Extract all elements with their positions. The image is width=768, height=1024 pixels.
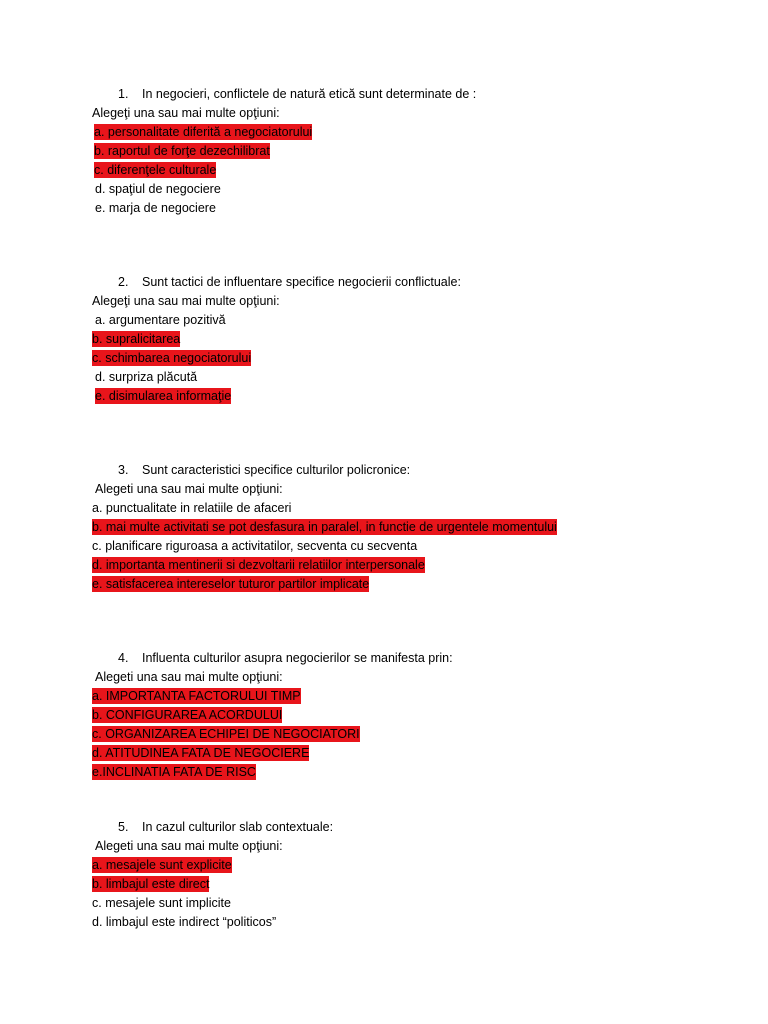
question-number: 4. xyxy=(118,651,129,665)
option-e: e.INCLINATIA FATA DE RISC xyxy=(92,765,256,779)
question-number: 1. xyxy=(118,87,129,101)
question-text: In negocieri, conflictele de natură etică sunt determinate de : xyxy=(142,87,477,101)
question-text: In cazul culturilor slab contextuale: xyxy=(142,820,334,834)
question-instruction: Alegeţi una sau mai multe opţiuni: xyxy=(92,106,280,120)
question-number: 3. xyxy=(118,463,129,477)
option-b: b. supralicitarea xyxy=(92,332,181,346)
option-d: d. ATITUDINEA FATA DE NEGOCIERE xyxy=(92,746,310,760)
option-c: c. planificare riguroasa a activitatilor, secventa cu secventa xyxy=(92,539,418,553)
option-a: a. argumentare pozitivă xyxy=(95,313,226,327)
question-text: Influenta culturilor asupra negocierilor se manifesta prin: xyxy=(142,651,453,665)
question-instruction: Alegeti una sau mai multe opţiuni: xyxy=(95,839,283,853)
option-d: d. importanta mentinerii si dezvoltarii relatiilor interpersonale xyxy=(92,558,425,572)
option-c: c. ORGANIZAREA ECHIPEI DE NEGOCIATORI xyxy=(92,727,360,741)
option-c: c. schimbarea negociatorului xyxy=(92,351,252,365)
option-a: a. mesajele sunt explicite xyxy=(92,858,232,872)
question-instruction: Alegeţi una sau mai multe opţiuni: xyxy=(92,294,280,308)
question-text: Sunt caracteristici specifice culturilor policronice: xyxy=(142,463,411,477)
option-e: e. marja de negociere xyxy=(95,201,216,215)
option-a: a. punctualitate in relatiile de afaceri xyxy=(92,501,292,515)
question-number: 5. xyxy=(118,820,129,834)
option-c: c. mesajele sunt implicite xyxy=(92,896,231,910)
option-b: b. mai multe activitati se pot desfasura in paralel, in functie de urgentele momentului xyxy=(92,520,557,534)
option-e: e. disimularea informaţie xyxy=(95,389,232,403)
option-d: d. limbajul este indirect “politicos” xyxy=(92,915,277,929)
option-d: d. surpriza plăcută xyxy=(95,370,198,384)
option-b: b. CONFIGURAREA ACORDULUI xyxy=(92,708,283,722)
option-b: b. limbajul este direct xyxy=(92,877,210,891)
option-a: a. IMPORTANTA FACTORULUI TIMP xyxy=(92,689,301,703)
question-instruction: Alegeti una sau mai multe opţiuni: xyxy=(95,670,283,684)
option-b: b. raportul de forţe dezechilibrat xyxy=(94,144,270,158)
question-text: Sunt tactici de influentare specifice negocierii conflictuale: xyxy=(142,275,461,289)
option-e: e. satisfacerea intereselor tuturor partilor implicate xyxy=(92,577,370,591)
question-number: 2. xyxy=(118,275,129,289)
question-instruction: Alegeti una sau mai multe opţiuni: xyxy=(95,482,283,496)
option-d: d. spaţiul de negociere xyxy=(95,182,221,196)
option-a: a. personalitate diferită a negociatorului xyxy=(94,125,313,139)
option-c: c. diferenţele culturale xyxy=(94,163,217,177)
